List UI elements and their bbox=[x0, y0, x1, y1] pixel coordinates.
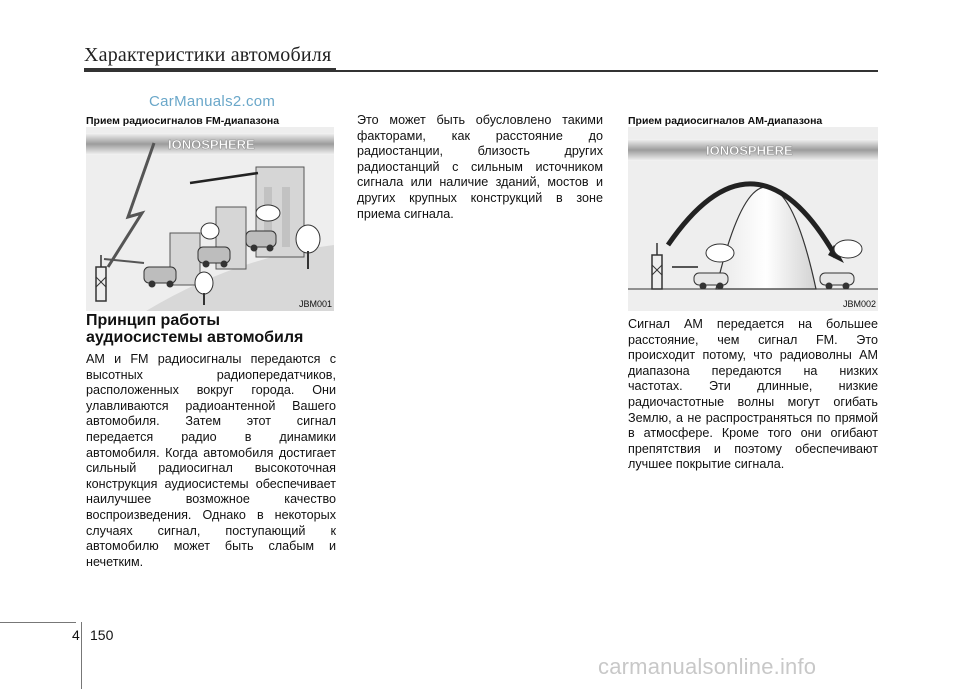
fm-reception-diagram bbox=[86, 127, 334, 311]
watermark-top: CarManuals2.com bbox=[149, 93, 276, 110]
sound-bubble-icon-2 bbox=[834, 240, 862, 258]
page-header-title: Характеристики автомобиля bbox=[84, 44, 332, 66]
ionosphere-label: IONOSPHERE bbox=[168, 137, 255, 152]
sound-bubble-icon bbox=[256, 205, 280, 221]
figure-fm-code: JBM001 bbox=[298, 299, 332, 309]
figure-am-caption: Прием радиосигналов AM-диапазона bbox=[628, 115, 823, 127]
page-number: 150 bbox=[90, 627, 114, 643]
noise-bubble-icon bbox=[201, 223, 219, 239]
paragraph-am-fm-intro: AM и FM радиосигналы передаются с высотных радиопередатчиков, расположенных вокруг города. Они улавливаются радиоантенной Вашего автомобиля. Затем этот сигнал передается радио в динамики автомобиля. Когда автомобиля достигает сильный радиосигнал высокоточная конструкция аудиосистемы обеспечивает наилучшее возможное качество воспроизведения. Однако в некоторых случаях сигнал, поступающий к автомобилю может быть слабым и нечетким. bbox=[86, 352, 336, 569]
chapter-number: 4 bbox=[72, 627, 80, 643]
figure-fm-illustration bbox=[86, 127, 334, 311]
header-rule-thick bbox=[84, 68, 336, 72]
paragraph-am-propagation: Сигнал AM передается на большее расстояние, чем сигнал FM. Это происходит потому, что радиоволны AM диапазона передаются на низких частотах. Эти длинные, низкие радиочастотные волны могут огибать Землю, а не распространяться по прямой в атмосфере. Кроме того они огибают препятствия и поэтому обеспечивают лучшее покрытие сигнала. bbox=[628, 317, 878, 472]
header-rule-thin bbox=[336, 70, 878, 72]
figure-am-code: JBM002 bbox=[842, 299, 876, 309]
figure-am-illustration bbox=[628, 127, 878, 311]
paragraph-interference-factors: Это может быть обусловлено такими факторами, как расстояние до радиостанции, близость других радиостанций с сильным источником сигнала или наличие зданий, мостов и других крупных конструкций в зоне приема сигнала. bbox=[357, 113, 603, 221]
tree-icon bbox=[296, 225, 320, 253]
watermark-bottom: carmanualsonline.info bbox=[598, 654, 817, 679]
sound-bubble-icon bbox=[706, 244, 734, 262]
tree-icon-2 bbox=[195, 272, 213, 294]
section-heading: Принцип работы аудиосистемы автомобиля bbox=[86, 312, 304, 346]
footer-rule-vertical bbox=[81, 622, 82, 689]
am-reception-diagram bbox=[628, 127, 878, 311]
ionosphere-label: IONOSPHERE bbox=[706, 143, 793, 158]
figure-fm-caption: Прием радиосигналов FM-диапазона bbox=[86, 115, 280, 127]
footer-rule-horizontal bbox=[0, 622, 76, 623]
